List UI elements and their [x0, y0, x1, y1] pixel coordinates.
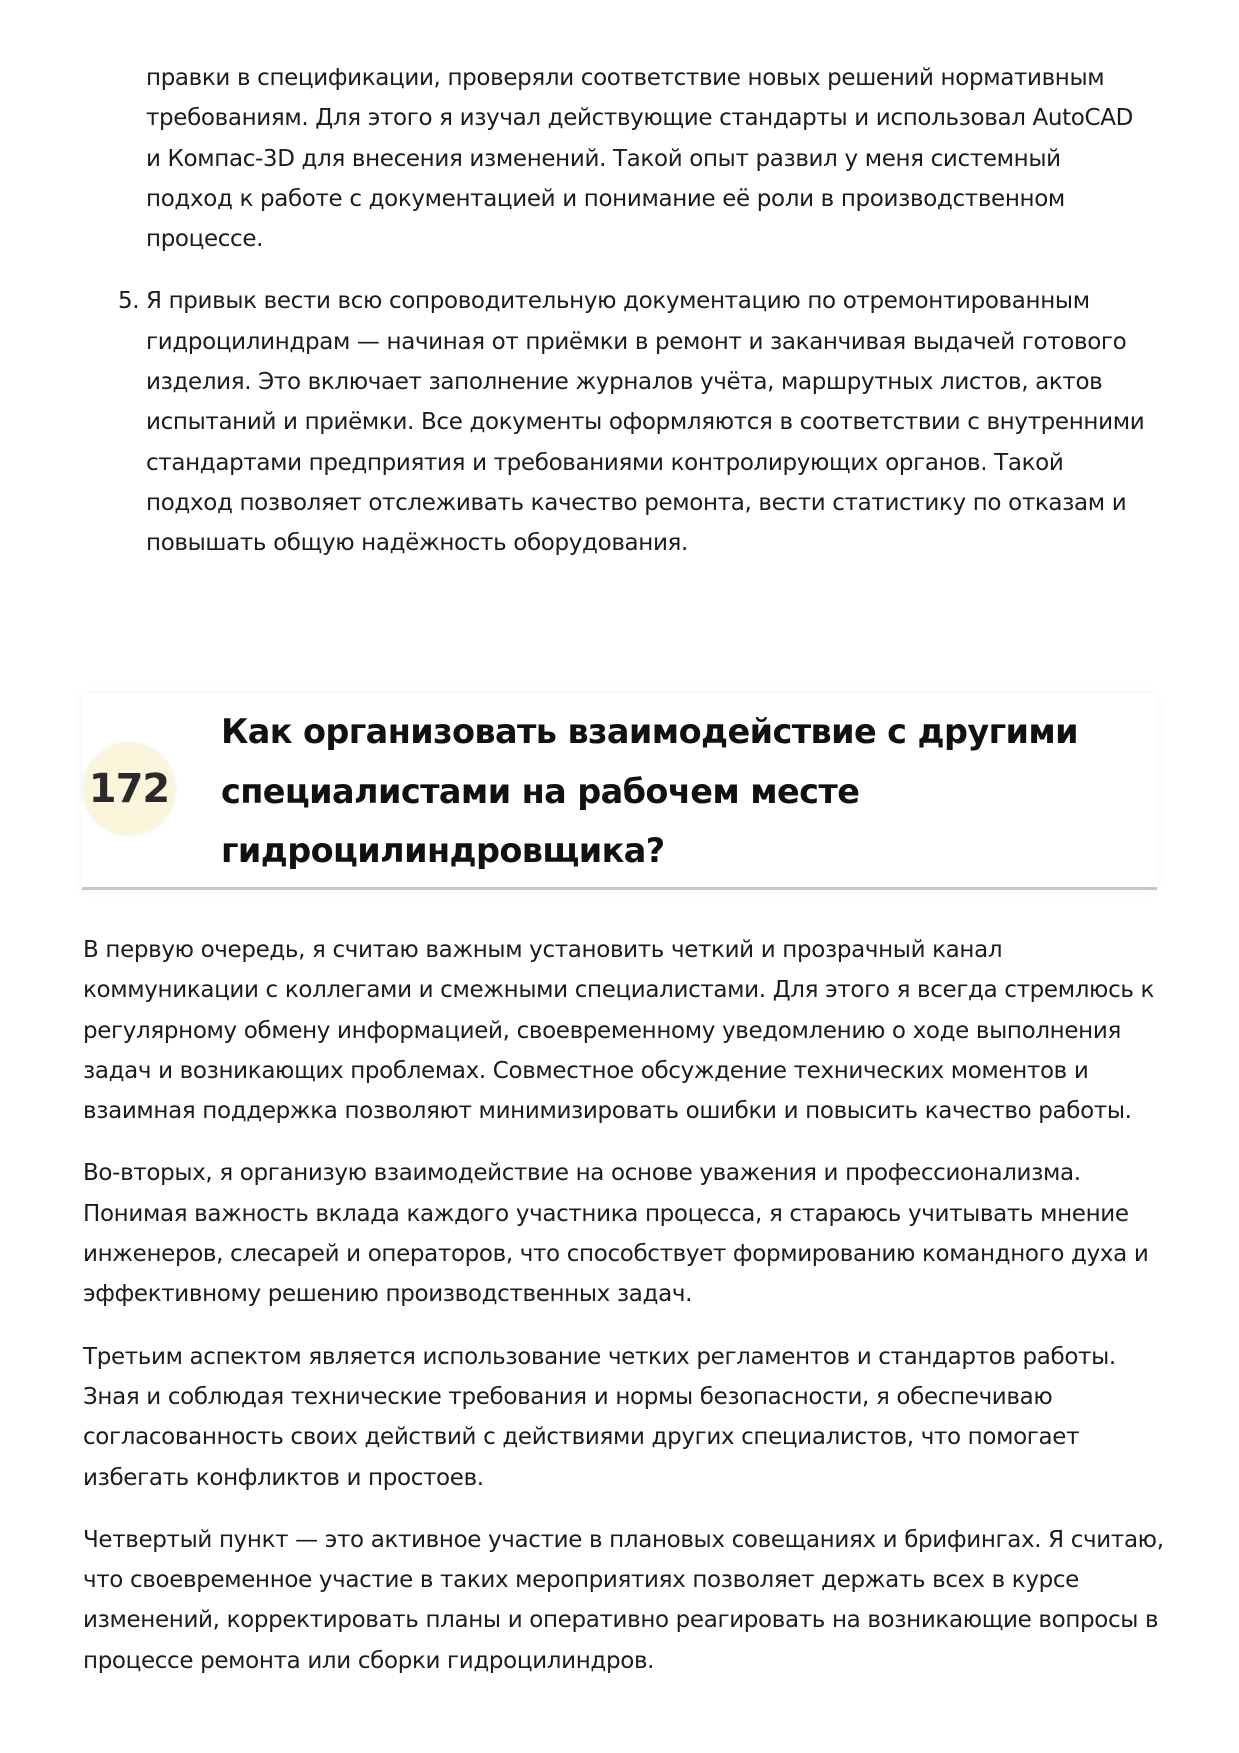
answer-paragraph-4: Четвертый пункт — это активное участие в плановых совещаниях и брифингах. Я считаю, что своевременное участие в таких мероприятиях позволяет держать всех в курсе изменений, корректировать планы и оперативно реагировать на возникающие вопросы в процессе ремонта или сборки гидроцилиндров. [83, 1526, 1164, 1674]
list-item-number: 5. [118, 288, 140, 315]
question-title: Как организовать взаимодействие с другими специалистами на рабочем месте гидроцилиндровщика? [221, 712, 1078, 870]
question-header [82, 694, 1157, 890]
list-item-text: Я привык вести всю сопроводительную документацию по отремонтированным гидроцилиндрам — начиная от приёмки в ремонт и заканчивая выдачей готового изделия. Это включает заполнение журналов учёта, маршрутных листов, актов испытаний и приёмки. Все документы оформляются в соответствии с внутренними стандартами предприятия и требованиями контролирующих органов. Такой подход позволяет отслеживать качество ремонта, вести статистику по отказам и повышать общую надёжность оборудования. [146, 288, 1145, 557]
list-item-5 [118, 281, 1146, 563]
answer-paragraph-2: Во-вторых, я организую взаимодействие на основе уважения и профессионализма. Понимая важность вклада каждого участника процесса, я стараюсь учитывать мнение инженеров, слесарей и операторов, что способствует формированию командного духа и эффективному решению производственных задач. [83, 1160, 1149, 1308]
answer-paragraph-1: В первую очередь, я считаю важным установить четкий и прозрачный канал коммуникации с коллегами и смежными специалистами. Для этого я всегда стремлюсь к регулярному обмену информацией, своевременному уведомлению о ходе выполнения задач и возникающих проблемах. Совместное обсуждение технических моментов и взаимная поддержка позволяют минимизировать ошибки и повысить качество работы. [83, 937, 1155, 1125]
numbered-list [118, 58, 1146, 564]
answer-body [83, 930, 1173, 1703]
list-item-4-continuation: правки в спецификации, проверяли соответствие новых решений нормативным требованиям. Для этого я изучал действующие стандарты и использовал AutoCAD и Компас-3D для внесения изменений. Такой опыт развил у меня системный подход к работе с документацией и понимание её роли в производственном процессе. [146, 65, 1133, 253]
answer-paragraph-3: Третьим аспектом является использование четких регламентов и стандартов работы. Зная и соблюдая технические требования и нормы безопасности, я обеспечиваю согласованность своих действий с действиями других специалистов, что помогает избегать конфликтов и простоев. [83, 1343, 1116, 1491]
question-number-badge: 172 [83, 743, 175, 835]
